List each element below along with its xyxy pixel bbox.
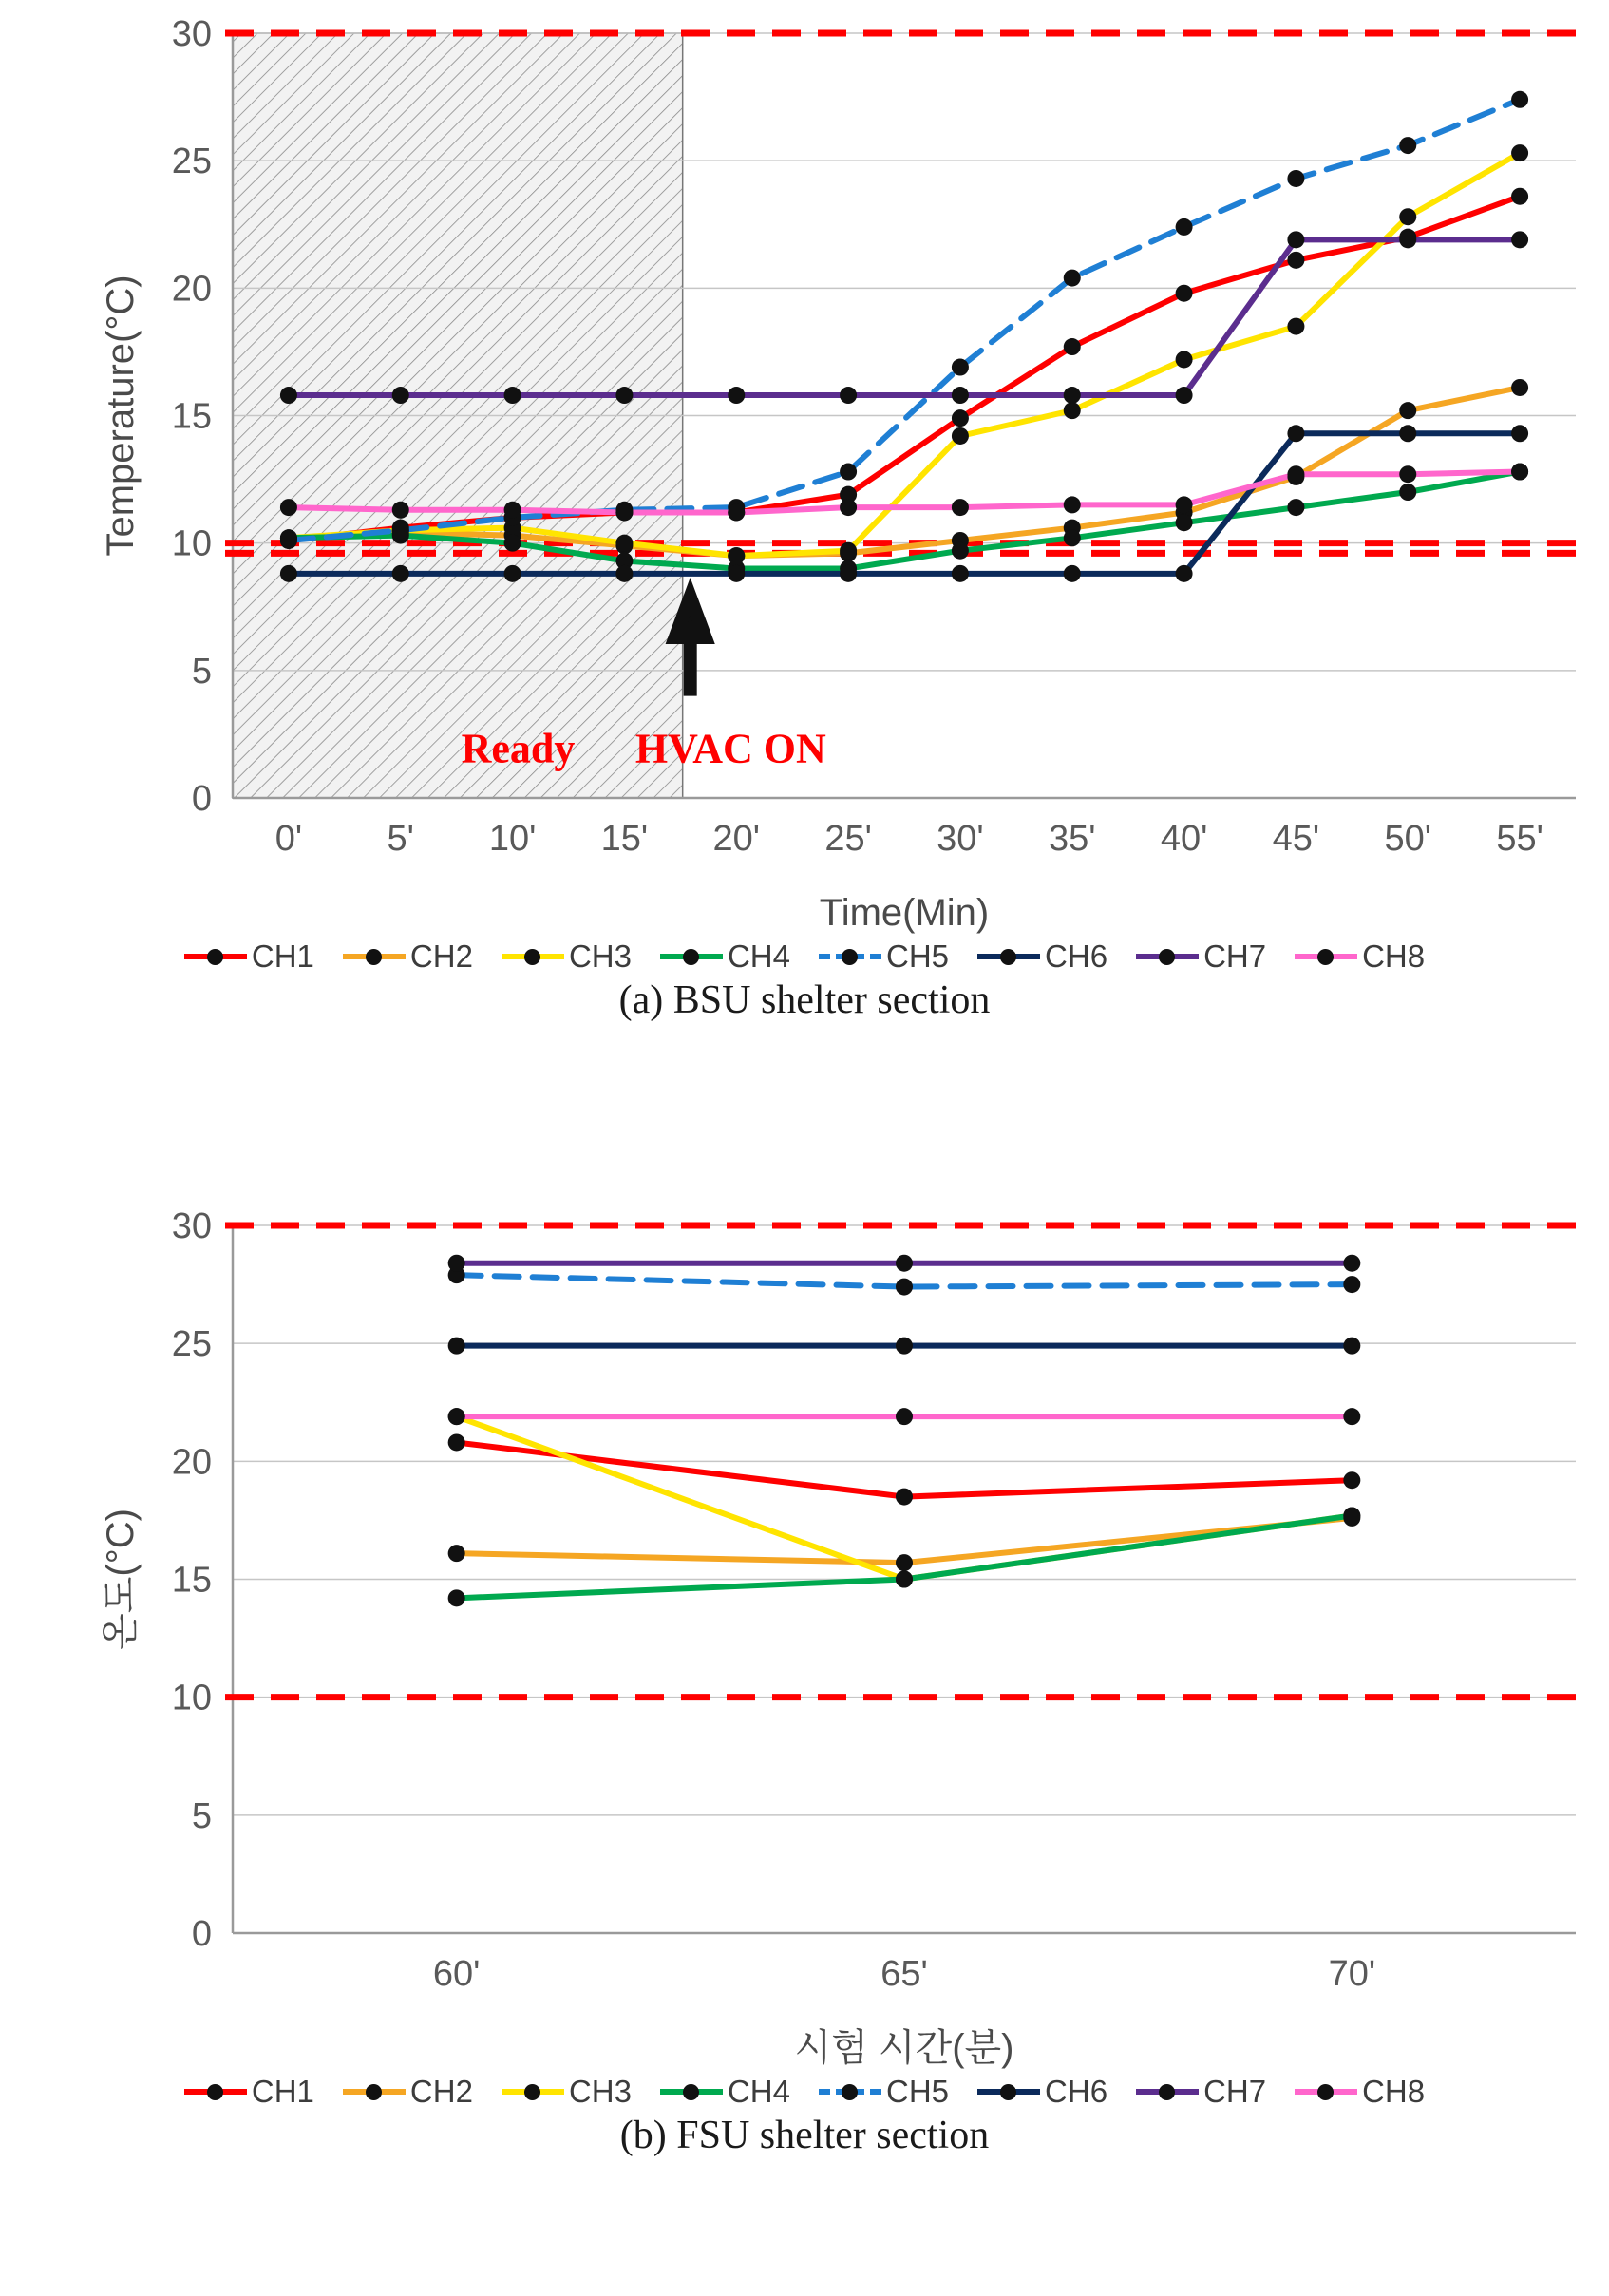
legend-item-ch6 <box>977 940 1107 972</box>
legend-swatch-icon <box>1136 946 1199 967</box>
data-point <box>1176 351 1193 368</box>
y-tick-label: 15 <box>171 1560 212 1601</box>
y-axis-label: Temperature(°C) <box>100 275 142 557</box>
legend-label: CH4 <box>727 2074 790 2109</box>
x-tick-label: 50' <box>1384 819 1432 859</box>
y-tick-label: 20 <box>171 269 212 310</box>
data-point <box>896 1279 913 1296</box>
data-point <box>896 1489 913 1506</box>
legend-label: CH3 <box>568 2074 632 2109</box>
data-point <box>1399 231 1416 248</box>
data-point <box>1511 91 1528 108</box>
x-tick-label: 30' <box>937 819 984 859</box>
data-point <box>728 503 745 521</box>
data-point <box>896 1408 913 1425</box>
data-point <box>1343 1408 1360 1425</box>
y-tick-label: 20 <box>171 1442 212 1483</box>
data-point <box>504 387 521 404</box>
data-point <box>504 535 521 552</box>
x-tick-label: 55' <box>1496 819 1543 859</box>
data-point <box>1511 464 1528 481</box>
data-point <box>615 503 633 521</box>
data-point <box>896 1571 913 1588</box>
legend-item-ch2 <box>343 2076 473 2107</box>
x-axis-label: 시험 시간(분) <box>794 2027 1014 2069</box>
data-point <box>1287 318 1304 335</box>
data-point <box>615 535 633 552</box>
legend-item-ch8 <box>1295 940 1425 972</box>
data-point <box>896 1554 913 1571</box>
data-point <box>504 502 521 519</box>
data-point <box>1287 465 1304 483</box>
data-point <box>840 542 857 560</box>
data-point <box>1343 1507 1360 1524</box>
legend-item-ch1 <box>184 940 314 972</box>
legend-label: CH1 <box>251 939 314 974</box>
legend-item-ch4 <box>660 940 790 972</box>
data-point <box>1064 402 1081 419</box>
legend-item-ch8 <box>1295 2076 1425 2107</box>
legend-swatch-icon <box>977 2081 1040 2102</box>
data-point <box>840 387 857 404</box>
legend-swatch-icon <box>502 946 564 967</box>
legend-item-ch3 <box>502 940 632 972</box>
caption-fsu: (b) FSU shelter section <box>619 2114 990 2157</box>
data-point <box>504 565 521 582</box>
legend-swatch-icon <box>1295 2081 1357 2102</box>
data-point <box>448 1408 465 1425</box>
hvac-on-label: HVAC ON <box>634 725 826 772</box>
data-point <box>1343 1255 1360 1272</box>
data-point <box>1287 252 1304 269</box>
x-tick-label: 15' <box>600 819 649 859</box>
data-point <box>1064 270 1081 287</box>
data-point <box>1511 379 1528 396</box>
data-point <box>448 1255 465 1272</box>
data-point <box>1176 565 1193 582</box>
data-point <box>952 427 969 445</box>
data-point <box>1176 387 1193 404</box>
legend-swatch-icon <box>343 2081 406 2102</box>
data-point <box>896 1255 913 1272</box>
data-point <box>392 502 409 519</box>
chart-fsu <box>0 1192 1609 2076</box>
legend-swatch-icon <box>502 2081 564 2102</box>
data-point <box>1176 218 1193 236</box>
data-point <box>1399 465 1416 483</box>
x-tick-label: 10' <box>488 819 537 859</box>
data-point <box>1287 499 1304 516</box>
data-point <box>1064 338 1081 355</box>
y-axis-label: 온도(°C) <box>100 1509 142 1650</box>
legend-label: CH5 <box>886 2074 950 2109</box>
legend-label: CH7 <box>1203 939 1267 974</box>
x-tick-label: 70' <box>1328 1954 1376 1994</box>
legend-label: CH2 <box>409 2074 473 2109</box>
y-tick-label: 30 <box>171 14 212 54</box>
x-axis-label: Time(Min) <box>819 892 990 934</box>
figure-fsu <box>0 1192 1609 2294</box>
data-point <box>1176 496 1193 513</box>
x-tick-label: 20' <box>712 819 761 859</box>
data-point <box>1343 1276 1360 1293</box>
data-point <box>952 542 969 560</box>
y-tick-label: 15 <box>171 396 212 437</box>
legend-swatch-icon <box>343 946 406 967</box>
y-tick-label: 10 <box>171 523 212 564</box>
x-tick-label: 0' <box>274 819 303 859</box>
x-tick-label: 65' <box>880 1954 928 1994</box>
legend-swatch-icon <box>184 946 247 967</box>
y-tick-label: 0 <box>191 1914 212 1954</box>
legend-item-ch5 <box>819 940 949 972</box>
legend-item-ch5 <box>819 2076 949 2107</box>
legend-swatch-icon <box>1295 946 1357 967</box>
x-tick-label: 5' <box>387 819 414 859</box>
legend-label: CH4 <box>727 939 790 974</box>
legend-label: CH7 <box>1203 2074 1267 2109</box>
legend-item-ch4 <box>660 2076 790 2107</box>
legend-swatch-icon <box>977 946 1040 967</box>
data-point <box>1511 231 1528 248</box>
legend-item-ch6 <box>977 2076 1107 2107</box>
data-point <box>392 522 409 539</box>
data-point <box>1064 529 1081 546</box>
legend-fsu <box>0 2076 1609 2107</box>
legend-item-ch2 <box>343 940 473 972</box>
data-point <box>1064 387 1081 404</box>
legend-label: CH2 <box>409 939 473 974</box>
x-tick-label: 45' <box>1272 819 1320 859</box>
y-tick-label: 10 <box>171 1678 212 1718</box>
data-point <box>1176 285 1193 302</box>
legend-item-ch1 <box>184 2076 314 2107</box>
x-tick-label: 40' <box>1160 819 1208 859</box>
legend-label: CH1 <box>251 2074 314 2109</box>
y-tick-label: 25 <box>171 142 212 182</box>
legend-swatch-icon <box>1136 2081 1199 2102</box>
data-point <box>280 499 297 516</box>
legend-label: CH8 <box>1362 939 1426 974</box>
y-tick-label: 0 <box>191 779 212 819</box>
data-point <box>840 499 857 516</box>
legend-item-ch3 <box>502 2076 632 2107</box>
ready-label: Ready <box>461 725 576 772</box>
x-tick-label: 25' <box>824 819 872 859</box>
legend-swatch-icon <box>660 946 723 967</box>
data-point <box>1511 144 1528 161</box>
data-point <box>1343 1471 1360 1489</box>
data-point <box>1399 137 1416 154</box>
data-point <box>840 464 857 481</box>
legend-bsu <box>0 940 1609 972</box>
data-point <box>448 1433 465 1451</box>
caption-bsu: (a) BSU shelter section <box>618 978 991 1022</box>
data-point <box>1287 231 1304 248</box>
data-point <box>1511 188 1528 205</box>
y-tick-label: 25 <box>171 1324 212 1365</box>
data-point <box>1287 425 1304 442</box>
legend-swatch-icon <box>819 946 881 967</box>
data-point <box>615 565 633 582</box>
data-point <box>896 1338 913 1355</box>
data-point <box>1399 425 1416 442</box>
legend-swatch-icon <box>660 2081 723 2102</box>
y-tick-label: 5 <box>191 651 212 692</box>
legend-item-ch7 <box>1136 940 1266 972</box>
legend-label: CH8 <box>1362 2074 1426 2109</box>
legend-swatch-icon <box>184 2081 247 2102</box>
chart-bsu <box>0 0 1609 940</box>
data-point <box>448 1338 465 1355</box>
legend-label: CH5 <box>886 939 950 974</box>
data-point <box>280 532 297 549</box>
data-point <box>448 1589 465 1606</box>
data-point <box>1064 565 1081 582</box>
data-point <box>1399 484 1416 501</box>
legend-label: CH6 <box>1045 939 1108 974</box>
x-tick-label: 60' <box>432 1954 481 1994</box>
data-point <box>1399 402 1416 419</box>
legend-label: CH6 <box>1045 2074 1108 2109</box>
y-tick-label: 30 <box>171 1206 212 1246</box>
data-point <box>280 387 297 404</box>
legend-item-ch7 <box>1136 2076 1266 2107</box>
legend-label: CH3 <box>568 939 632 974</box>
data-point <box>615 387 633 404</box>
data-point <box>952 499 969 516</box>
data-point <box>952 359 969 376</box>
data-point <box>1511 425 1528 442</box>
data-point <box>1064 496 1081 513</box>
data-point <box>280 565 297 582</box>
data-point <box>952 565 969 582</box>
data-point <box>840 565 857 582</box>
data-point <box>728 565 745 582</box>
data-point <box>1399 208 1416 225</box>
data-point <box>952 409 969 427</box>
data-point <box>1287 170 1304 187</box>
data-point <box>1176 514 1193 531</box>
data-point <box>392 565 409 582</box>
data-point <box>392 387 409 404</box>
x-tick-label: 35' <box>1048 819 1096 859</box>
legend-swatch-icon <box>819 2081 881 2102</box>
y-tick-label: 5 <box>191 1795 212 1836</box>
data-point <box>952 387 969 404</box>
data-point <box>728 387 745 404</box>
data-point <box>448 1545 465 1562</box>
data-point <box>1343 1338 1360 1355</box>
